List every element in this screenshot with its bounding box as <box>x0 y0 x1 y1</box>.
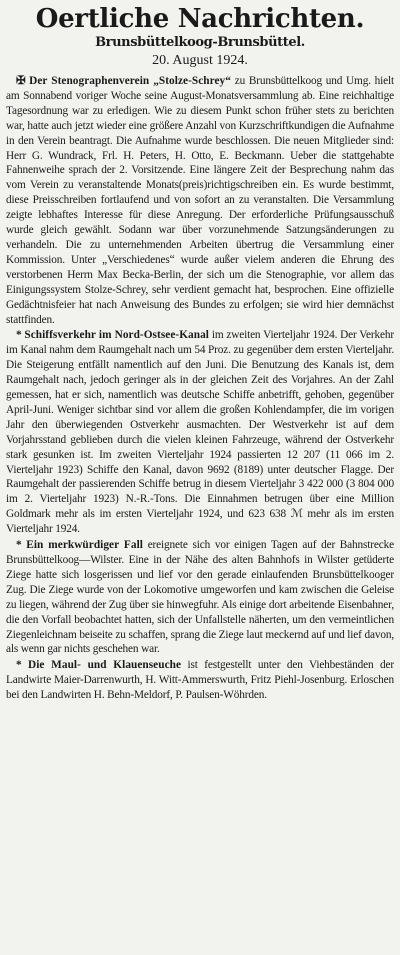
masthead <box>6 4 394 70</box>
article-marker-asterisk: * <box>16 539 22 552</box>
article-headline: Ein merkwürdiger Fall <box>26 539 143 552</box>
article-marker-asterisk: * <box>16 659 22 672</box>
article-marker-asterisk: * <box>16 329 22 342</box>
article-body: zu Brunsbüttelkoog und Umg. hielt am Sonnabend voriger Woche seine August-Monatsversammlung ab. Eine reichhaltige Tagesordnung war zu erledigen. Wie zu diesem Punkt schon früher stets zu berichten war, hatte auch jetzt wieder eine größere Anzahl von Kurzschriftkundigen die Aufnahme in den Verein beantragt. Die Aufnahme wurde beschlossen. Die neuen Mitglieder sind: Herr G. Wundrack, Frl. H. Peters, H. Otto, E. Beckmann. Ueber die stattgehabte Fahnenweihe sprach der 2. Vorsitzende. Eine längere Zeit der Besprechung nahm das vom Verein zu veranstaltende Monats(preis)richtigschreiben ein. Es wurde bestimmt, diese Preisschreiben fortlaufend und von sofort an zu veranstalten. Die Versammlung zeigte lebhaftes Interesse für diese Anregung. Der erforderliche Prüfungsausschuß wurde gleich gewählt. Sodann war über vorzunehmende Satzungsänderungen zu verhandeln. Die zu unternehmenden Arbeiten übertrug die Versammlung einer Kommission. Unter „Verschiedenes“ wurde außer vielem anderen die Ehrung des verstorbenen Herrn Max Becka-Berlin, der sich um die Stenographie, vor allem das Einigungssystem Stolze-Schrey, sehr verdient gemacht hat, besprochen. Eine offizielle Gedächtnisfeier hat nach Anweisung des Bundes zu erfolgen; sie wird hier demnächst stattfinden. <box>6 75 394 326</box>
section-subtitle: Brunsbüttelkoog-Brunsbüttel. <box>95 35 305 50</box>
page-title: Oertliche Nachrichten. <box>35 4 365 34</box>
article-merkwuerdiger-fall <box>6 538 394 657</box>
article-body: ereignete sich vor einigen Tagen auf der Bahnstrecke Brunsbüttelkoog—Wilster. Eine in der Nähe des alten Bahnhofs in Wilster getüderte Ziege hatte sich losgerissen und lief vor den gerade einlaufenden Brunsbüttelkooger Zug. Die Ziege wurde von der Lokomotive umgeworfen und kam zwischen die Geleise zu liegen, während der Zug über sie hinwegfuhr. Als einige dort arbeitende Eisenbahner, die den Vorfall beobachtet hatten, sich der Unfallstelle näherten, um den vermeintlichen Ziegenleichnam beiseite zu schaffen, sprang die Ziege laut meckernd auf und lief davon, als wenn gar nichts geschehen war. <box>6 539 394 656</box>
article-marker-cross: ✠ <box>16 75 26 87</box>
article-body: ist festgestellt unter den Viehbeständen der Landwirte Maier-Darrenwurth, H. Witt-Ammerswurth, Fritz Piehl-Josenburg. Erloschen bei den Landwirten H. Behn-Meldorf, P. Paulsen-Wöhrden. <box>6 659 394 702</box>
issue-date: 20. August 1924. <box>152 53 248 68</box>
article-headline: Schiffsverkehr im Nord-Ostsee-Kanal <box>24 329 209 342</box>
article-headline: Der Stenographenverein „Stolze-Schrey“ <box>29 75 231 87</box>
article-headline: Die Maul- und Klauenseuche <box>28 659 182 672</box>
article-schiffsverkehr <box>6 328 394 537</box>
article-stenographenverein <box>6 74 394 327</box>
article-body: im zweiten Vierteljahr 1924. Der Verkehr im Kanal nahm dem Raumgehalt nach um 54 Proz. zu gegenüber dem ersten Vierteljahr. Die Steigerung entfällt namentlich auf den Juni. Die Benutzung des Kanals ist, dem Raumgehalt nach, jedoch geringer als in der gleichen Zeit des Vorjahres. An der Zahl gemessen, hat er sich, namentlich was deutsche Schiffe anbetrifft, gehoben, gegenüber April-Juni. Weniger sichtbar sind vor allem die großen Kohlendampfer, die im vorigen Jahr den überwiegenden Ostverkehr ausmachten. Der Westverkehr ist auf dem Vorjahrsstand geblieben durch die vielen kleinen Fahrzeuge, während der Ostverkehr stark gesunken ist. Im zweiten Vierteljahr 1924 passierten 12 207 (11 066 im 2. Vierteljahr 1923) Schiffe den Kanal, davon 9692 (8189) unter deutscher Flagge. Der Raumgehalt der passierenden Schiffe betrug in diesem Vierteljahr 3 422 000 (3 804 000 im 2. Vierteljahr 1923) N.-R.-Tons. Die Einnahmen betrugen über eine Million Goldmark mehr als im ersten Vierteljahr 1924, und 623 638 ℳ mehr als im ersten Vierteljahr 1924. <box>6 329 395 536</box>
article-maul-und-klauenseuche <box>6 658 394 703</box>
